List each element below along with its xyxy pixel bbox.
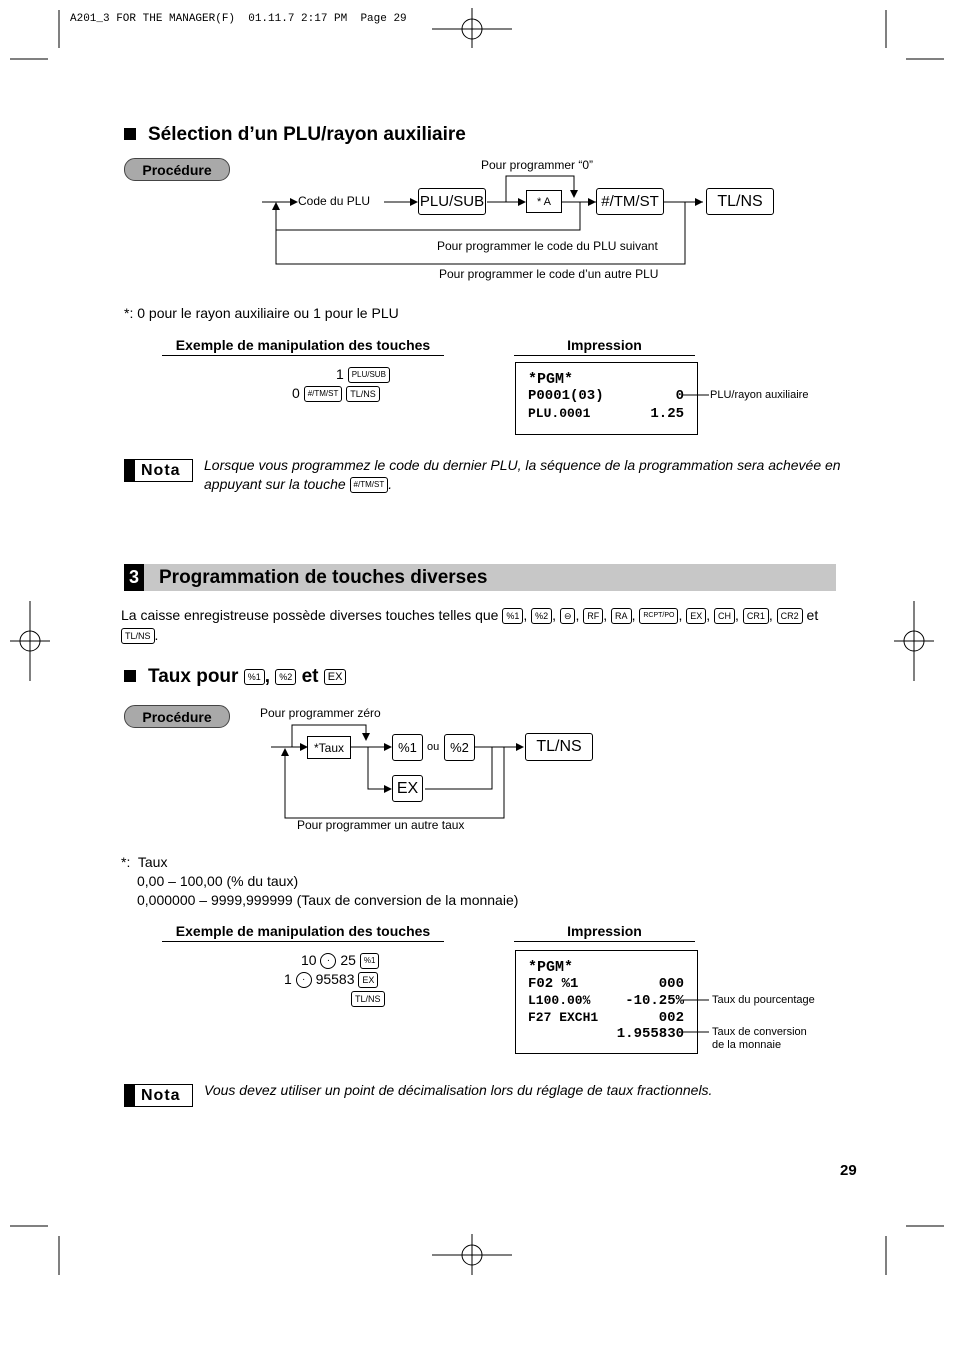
nota-label-2: Nota [141, 1086, 181, 1104]
flow-diagram-rates [0, 690, 954, 840]
example-line-2 [292, 385, 380, 402]
key-tl-ns-inline: TL/NS [121, 628, 155, 644]
flow-code-label: Code du PLU [298, 194, 371, 208]
callout-plu: PLU/rayon auxiliaire [710, 389, 809, 401]
nota-text-2: Vous devez utiliser un point de décimalisation lors du réglage de taux fractionnels. [204, 1082, 713, 1098]
page-number: 29 [840, 1162, 857, 1179]
section3-number: 3 [124, 564, 144, 591]
key-tl-ns-small: TL/NS [346, 386, 380, 402]
key-tl-ns-2: TL/NS [525, 733, 593, 761]
key-rf-inline: RF [583, 608, 603, 624]
callout-line-1 [683, 390, 713, 410]
receipt-2-line1: *PGM* [528, 959, 574, 976]
example2-line3 [351, 990, 385, 1007]
intro-text: La caisse enregistreuse possède diverses touches telles que [121, 607, 499, 623]
nota-badge-2 [124, 1084, 193, 1107]
footnote-label: Taux [137, 854, 168, 870]
example-num-1: 1 [336, 366, 344, 382]
example-line-1 [336, 366, 390, 383]
receipt-2 [515, 950, 698, 1054]
receipt-1-line3-left: PLU.0001 [528, 406, 591, 421]
flow2-note-other: Pour programmer un autre taux [297, 818, 465, 832]
section-title-plu-text: Sélection d’un PLU/rayon auxiliaire [148, 124, 466, 145]
ex2-num-10: 10 [301, 952, 317, 968]
nota-text-1 [204, 456, 844, 494]
example-num-0: 0 [292, 385, 300, 401]
flow2-ou: ou [427, 741, 440, 753]
receipt-1-line2-left: P0001(03) [528, 388, 604, 404]
receipt-1 [515, 362, 698, 435]
footnote-plu: *: 0 pour le rayon auxiliaire ou 1 pour le PLU [124, 305, 399, 321]
example2-line2 [284, 971, 378, 988]
callout-conversion-l1: Taux de conversion [712, 1026, 807, 1038]
receipt-2-line4-right: 002 [658, 1010, 684, 1026]
footnote-rates [121, 853, 518, 910]
key-pct2-title: %2 [275, 669, 296, 685]
key-pct1-small: %1 [360, 953, 380, 969]
flow2-note-zero: Pour programmer zéro [260, 706, 381, 720]
nota-bar [125, 460, 135, 481]
rate-input-box: *Taux [307, 736, 351, 759]
print-header-2: Impression [514, 923, 695, 942]
receipt-2-line4-left: F27 EXCH1 [528, 1010, 599, 1025]
key-ex-small: EX [358, 972, 378, 988]
key-tl-ns-small-2: TL/NS [351, 991, 385, 1007]
decimal-point-key: · [320, 953, 336, 969]
flow-note-next: Pour programmer le code du PLU suivant [437, 239, 658, 253]
ex2-num-1: 1 [284, 971, 292, 987]
receipt-1-line2-right: 0 [675, 388, 684, 404]
intro-and: et [806, 607, 819, 623]
subsection-title-rates: Taux pour %1 , %2 et EX [124, 666, 346, 688]
nota-badge-1 [124, 459, 193, 482]
flow-note-other: Pour programmer le code d’un autre PLU [439, 267, 659, 281]
footnote-star: *: [121, 854, 131, 870]
nota-bar-2 [125, 1085, 135, 1106]
key-ex-title: EX [324, 669, 347, 685]
print-header: A201_3 FOR THE MANAGER(F) 01.11.7 2:17 PM Page 29 [70, 13, 407, 25]
bullet-square-icon-2 [124, 670, 136, 682]
key-ra-inline: RA [611, 608, 632, 624]
key-tl-ns: TL/NS [706, 188, 774, 215]
nota-label: Nota [141, 461, 181, 479]
receipt-2-line3-left: L100.00% [528, 993, 591, 1008]
nota-text-1-end: . [388, 476, 393, 492]
section3-title: Programmation de touches diverses [159, 567, 488, 588]
ex2-num-25: 25 [340, 952, 356, 968]
callout-percentage: Taux du pourcentage [712, 994, 815, 1006]
flow-note-zero: Pour programmer “0” [481, 158, 594, 172]
rates-title-and: et [301, 666, 319, 687]
key-ex: EX [392, 775, 423, 802]
print-header-1: Impression [514, 337, 695, 356]
key-pct1-inline: %1 [502, 608, 523, 624]
callout-conversion-l2: de la monnaie [712, 1039, 782, 1051]
receipt-2-line2-left: F02 %1 [528, 976, 579, 992]
procedure-badge-2: Procédure [124, 705, 230, 728]
key-ch-inline: CH [714, 608, 735, 624]
receipt-1-line1: *PGM* [528, 371, 574, 388]
receipt-2-line3-right: -10.25% [625, 993, 684, 1009]
section3-intro: La caisse enregistreuse possède diverses touches telles que %1 , %2 , ⊖ , RF , RA , RCPT/PO , EX , CH , CR1 , CR2 et TL/NS . [121, 607, 819, 643]
footnote-range1: 0,00 – 100,00 (% du taux) [137, 873, 299, 889]
key-cr1-inline: CR1 [743, 608, 769, 624]
decimal-point-key-2: · [296, 972, 312, 988]
callout-lines-2 [683, 990, 713, 1040]
key-pct1: %1 [392, 734, 423, 761]
example2-line1 [301, 952, 379, 969]
flow-diagram-plu [0, 0, 954, 300]
example-header-1: Exemple de manipulation des touches [162, 337, 444, 356]
footnote-range2: 0,000000 – 9999,999999 (Taux de conversion de la monnaie) [137, 892, 519, 908]
key-ex-inline: EX [686, 608, 706, 624]
key-cr2-inline: CR2 [777, 608, 803, 624]
callout-conversion [712, 1026, 807, 1052]
key-pct2: %2 [444, 734, 475, 761]
rates-title-prefix: Taux pour [148, 666, 239, 687]
key-plu-sub: PLU/SUB [418, 188, 486, 215]
receipt-2-line2-right: 000 [658, 976, 684, 992]
procedure-badge: Procédure [124, 158, 230, 181]
receipt-2-line5-right: 1.955830 [616, 1026, 684, 1042]
key-tm-st-small: #/TM/ST [304, 386, 343, 402]
key-tm-st-inline: #/TM/ST [350, 477, 389, 493]
key-tm-st: #/TM/ST [596, 188, 664, 215]
example-header-2: Exemple de manipulation des touches [162, 923, 444, 942]
footnote-rates-line1 [121, 853, 518, 872]
key-plu-sub-small: PLU/SUB [348, 367, 390, 383]
receipt-1-line3-right: 1.25 [650, 406, 684, 422]
key-minus-inline: ⊖ [560, 608, 576, 624]
key-star-a: * A [526, 190, 562, 213]
key-pct2-inline: %2 [531, 608, 552, 624]
nota-text-1-main: Lorsque vous programmez le code du dernier PLU, la séquence de la programmation sera achevée en appuyant sur la touche [204, 457, 841, 492]
key-pct1-title: %1 [244, 669, 265, 685]
key-rcpt-po-inline: RCPT/PO [639, 608, 678, 624]
ex2-num-95583: 95583 [315, 971, 355, 987]
